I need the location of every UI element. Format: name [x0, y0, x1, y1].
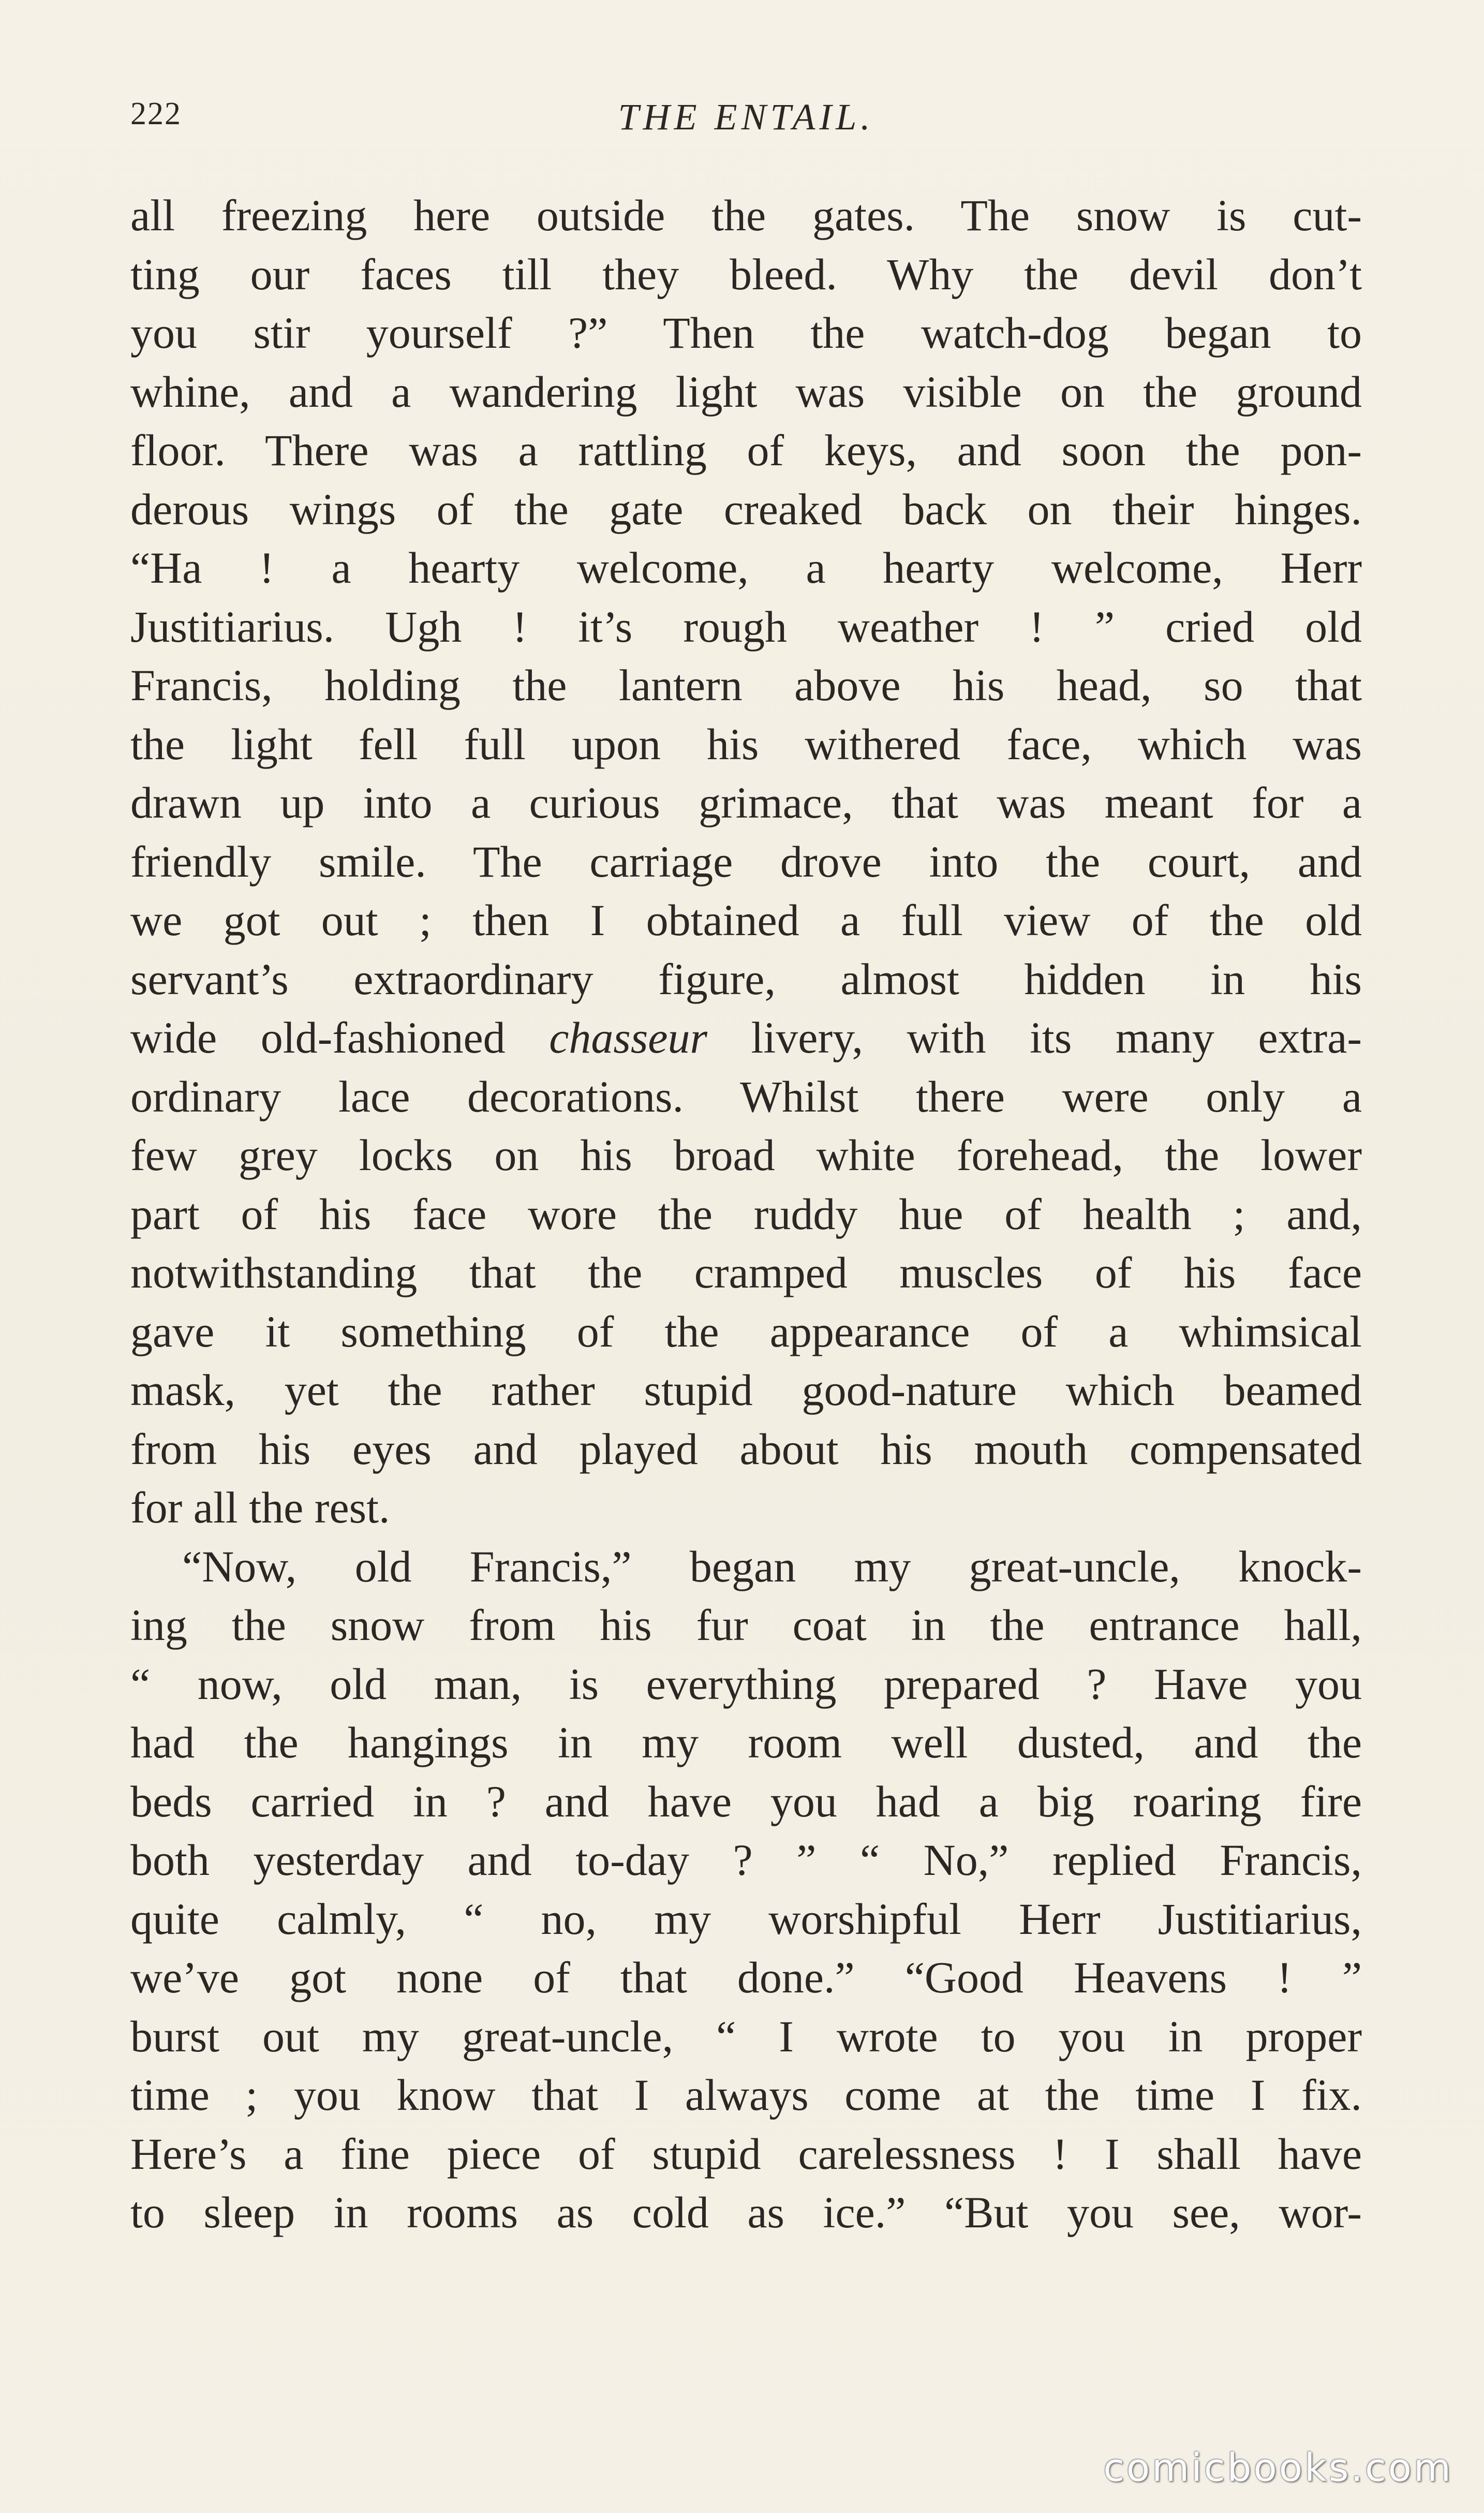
text-line: Here’s a fine piece of stupid carelessness ! I shall have: [130, 2128, 1362, 2179]
text-line: friendly smile. The carriage drove into the court, and: [130, 836, 1362, 886]
text-line: drawn up into a curious grimace, that was meant for a: [130, 778, 1362, 827]
text-line: burst out my great-uncle, “ I wrote to you in proper: [130, 2011, 1362, 2061]
running-title: THE ENTAIL.: [618, 96, 874, 138]
text-line: “ now, old man, is everything prepared ? Have you: [130, 1659, 1362, 1709]
text-line: Justitiarius. Ugh ! it’s rough weather ! ” cried old: [130, 601, 1362, 652]
text-line: to sleep in rooms as cold as ice.” “But you see, wor-: [130, 2187, 1362, 2237]
text-line: time ; you know that I always come at the time I fix.: [130, 2070, 1362, 2120]
italic-word: chasseur: [549, 1013, 707, 1062]
text-segment: wide old-fashioned: [130, 1013, 550, 1062]
text-line: “Ha ! a hearty welcome, a hearty welcome, Herr: [130, 543, 1362, 593]
text-line: gave it something of the appearance of a whimsical: [130, 1306, 1362, 1356]
text-segment: livery, with its many extra-: [707, 1013, 1362, 1062]
text-line: derous wings of the gate creaked back on their hinges.: [130, 484, 1362, 534]
text-line: the light fell full upon his withered face, which was: [130, 719, 1362, 769]
watermark: comicbooks.com: [1103, 2446, 1453, 2490]
text-line: you stir yourself ?” Then the watch-dog began to: [130, 308, 1362, 358]
text-line: ing the snow from his fur coat in the entrance hall,: [130, 1600, 1362, 1650]
running-head: [130, 96, 1362, 142]
text-line: floor. There was a rattling of keys, and soon the pon-: [130, 425, 1362, 475]
paragraph-start-line: “Now, old Francis,” began my great-uncle, knock-: [182, 1541, 1362, 1591]
body-text: [130, 186, 1362, 2242]
text-line: part of his face wore the ruddy hue of health ; and,: [130, 1189, 1362, 1239]
text-line: we’ve got none of that done.” “Good Heavens ! ”: [130, 1953, 1362, 2002]
text-line: both yesterday and to-day ? ” “ No,” replied Francis,: [130, 1835, 1362, 1885]
paragraph-end-line: for all the rest.: [130, 1483, 390, 1532]
text-line: notwithstanding that the cramped muscles of his face: [130, 1248, 1362, 1297]
text-line: few grey locks on his broad white forehead, the lower: [130, 1130, 1362, 1180]
text-line: had the hangings in my room well dusted, and the: [130, 1718, 1362, 1767]
text-line: quite calmly, “ no, my worshipful Herr Justitiarius,: [130, 1894, 1362, 1944]
text-line: ordinary lace decorations. Whilst there were only a: [130, 1071, 1362, 1121]
text-line: Francis, holding the lantern above his head, so that: [130, 660, 1362, 710]
text-line: from his eyes and played about his mouth compensated: [130, 1424, 1362, 1474]
text-line: all freezing here outside the gates. The snow is cut-: [130, 190, 1362, 240]
text-line: ting our faces till they bleed. Why the devil don’t: [130, 249, 1362, 299]
text-line-with-italic: [130, 1009, 1362, 1068]
text-line: mask, yet the rather stupid good-nature which beamed: [130, 1365, 1362, 1415]
page-number: 222: [130, 96, 182, 131]
text-line: whine, and a wandering light was visible on the ground: [130, 366, 1362, 417]
text-line: servant’s extraordinary figure, almost hidden in his: [130, 954, 1362, 1004]
text-line: beds carried in ? and have you had a big roaring fire: [130, 1776, 1362, 1826]
text-line: we got out ; then I obtained a full view of the old: [130, 895, 1362, 945]
